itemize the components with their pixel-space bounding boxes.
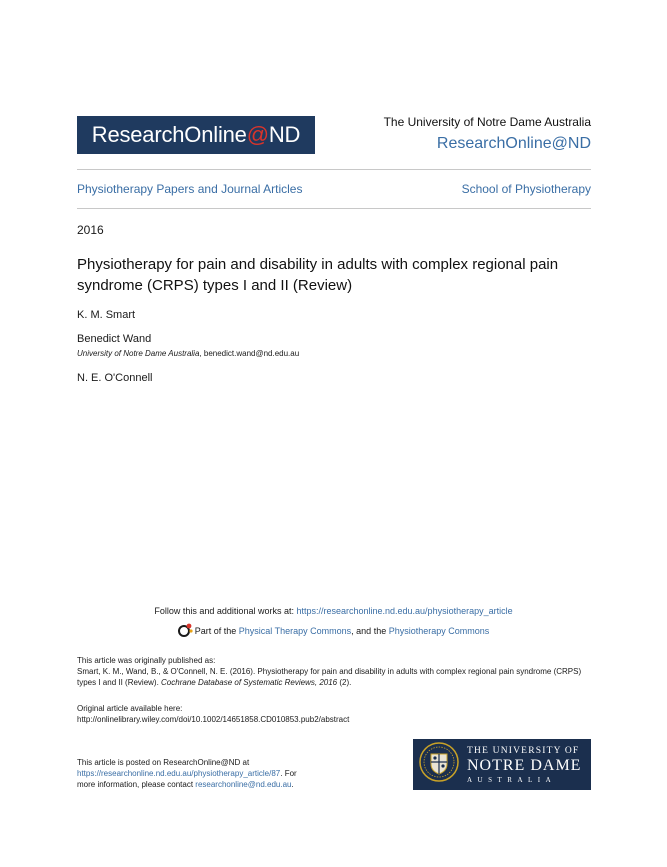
author-name: Benedict Wand [77, 333, 152, 345]
citation: Smart, K. M., Wand, B., & O'Connell, N. E. (2016). Physiotherapy for pain and disability in adults with complex regional pain syndrome (CRPS) types I and II (Review). Cochrane Database of Systematic Reviews, 2016 (2). [77, 667, 582, 687]
network-logo-icon [178, 623, 193, 640]
follow-url-link[interactable]: https://researchonline.nd.edu.au/physiotherapy_article [296, 606, 513, 616]
publication-year: 2016 [77, 223, 104, 237]
author-affiliation: University of Notre Dame Australia, benedict.wand@nd.edu.au [77, 349, 300, 358]
article-title: Physiotherapy for pain and disability in adults with complex regional pain syndrome (CRPS) types I and II (Review) [77, 256, 559, 294]
posted-info: This article is posted on ResearchOnline@ND at https://researchonline.nd.edu.au/physiotherapy_article/87. For more information, please contact researchonline@nd.edu.au. [77, 758, 297, 789]
posted-url-link[interactable]: https://researchonline.nd.edu.au/physiotherapy_article/87 [77, 769, 281, 778]
repository-link[interactable]: ResearchOnline@ND [436, 135, 591, 152]
divider [77, 169, 591, 170]
original-available-label: Original article available here: [77, 704, 183, 713]
collection-link[interactable]: Physiotherapy Papers and Journal Articles [77, 182, 303, 196]
original-article-link[interactable]: http://onlinelibrary.wiley.com/doi/10.1002/14651858.CD010853.pub2/abstract [77, 715, 350, 724]
university-name: The University of Notre Dame Australia [383, 115, 591, 129]
logo-text: ResearchOnline@ND [91, 122, 301, 147]
original-publication-label: This article was originally published as: [77, 656, 216, 665]
physical-therapy-commons-link[interactable]: Physical Therapy Commons [238, 626, 352, 636]
follow-line: Follow this and additional works at: https://researchonline.nd.edu.au/physiotherapy_article [154, 606, 513, 616]
researchonline-logo[interactable] [77, 116, 315, 154]
divider [77, 208, 591, 209]
school-link[interactable]: School of Physiotherapy [461, 182, 591, 196]
notre-dame-wordmark: THE UNIVERSITY OF NOTRE DAME AUSTRALIA [467, 745, 582, 784]
notre-dame-logo [413, 739, 591, 790]
contact-email-link[interactable]: researchonline@nd.edu.au [195, 780, 292, 789]
author-name: K. M. Smart [77, 309, 136, 321]
university-crest-icon [419, 742, 459, 787]
physiotherapy-commons-link[interactable]: Physiotherapy Commons [388, 626, 490, 636]
author-name: N. E. O'Connell [77, 372, 153, 384]
part-of-line: Part of the Physical Therapy Commons, and the Physiotherapy Commons [0, 623, 667, 640]
